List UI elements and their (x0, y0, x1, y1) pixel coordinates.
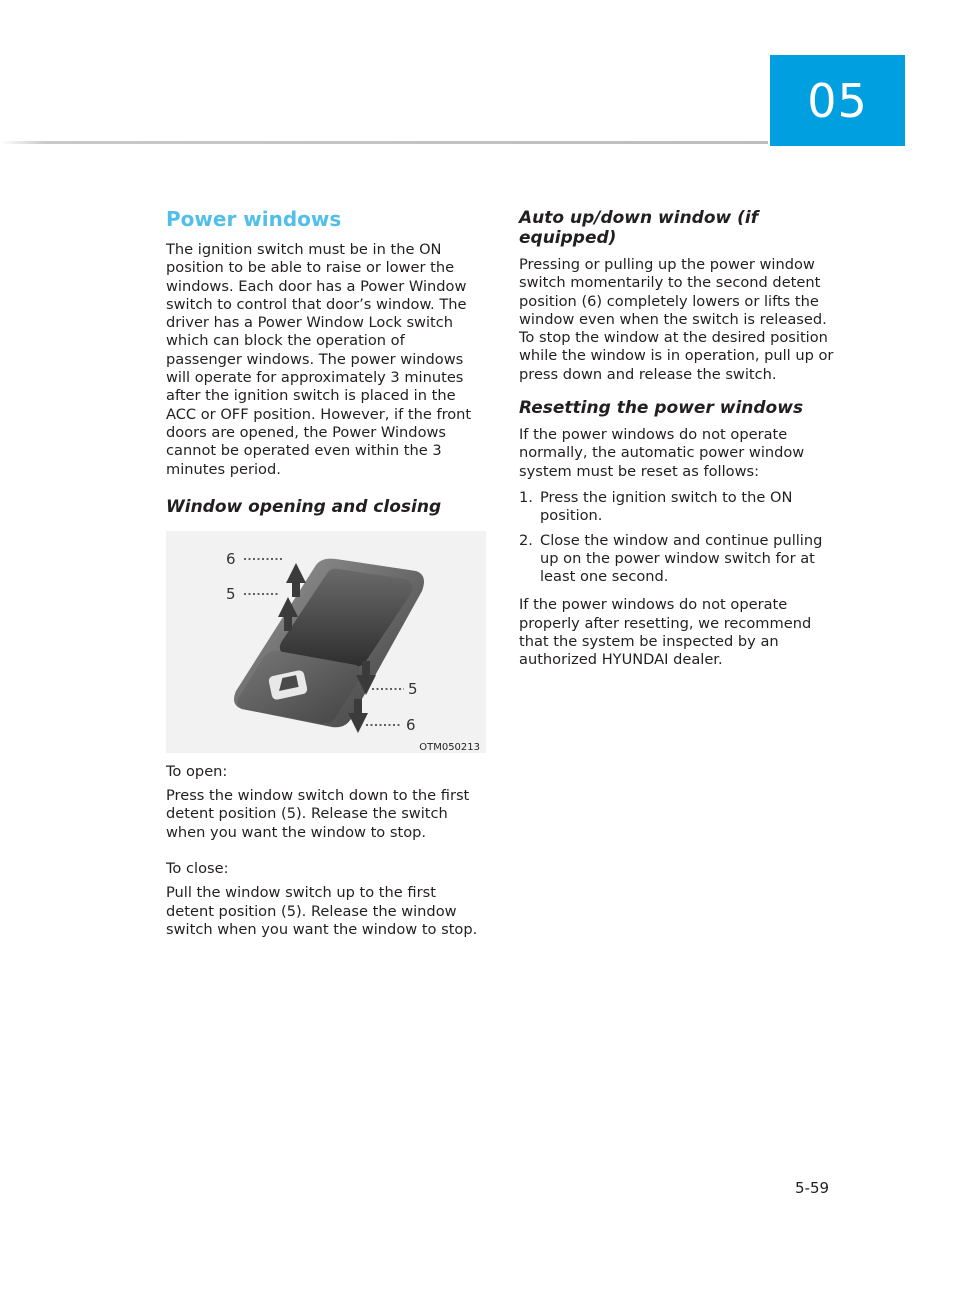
reset-step (519, 532, 837, 587)
reset-outro: If the power windows do not operate properly after resetting, we recommend that the system be inspected by an authorized HYUNDAI dealer. (519, 596, 812, 669)
step-text: Press the ignition switch to the ON position. (540, 488, 793, 525)
reset-steps (519, 489, 837, 586)
close-heading: To close: (166, 860, 229, 878)
step-number: 2. (519, 531, 533, 549)
label-up-5: 5 (226, 584, 236, 603)
intro-paragraph: The ignition switch must be in the ON position to be able to raise or lower the windows. Each door has a Power Window switch to control that door’s window. The driver has a Power Window Lock switch which can block the operation of passenger windows. The power windows will operate for approximately 3 minutes after the ignition switch is placed in the ACC or OFF position. However, if the front doors are opened, the Power Windows cannot be operated even within the 3 minutes period. (166, 241, 472, 478)
header-rule (0, 141, 768, 144)
right-column (519, 205, 837, 682)
step-number: 1. (519, 488, 533, 506)
chapter-number: 05 (807, 73, 868, 128)
auto-title: Auto up/down window (if equipped) (519, 208, 759, 248)
reset-intro: If the power windows do not operate normally, the automatic power window system must be reset as follows: (519, 426, 805, 480)
section-title: Power windows (166, 207, 342, 231)
open-heading: To open: (166, 762, 228, 780)
label-up-6: 6 (226, 549, 236, 568)
chapter-tab (770, 55, 905, 146)
window-switch-illustration (166, 531, 486, 753)
label-down-5: 5 (408, 679, 418, 698)
page-number: 5-59 (795, 1179, 830, 1197)
window-switch-figure (166, 531, 486, 753)
close-text: Pull the window switch up to the first detent position (5). Release the window switch when you want the window to stop. (166, 884, 478, 938)
step-text: Close the window and continue pulling up on the power window switch for at least one second. (540, 531, 823, 586)
reset-title: Resetting the power windows (519, 398, 804, 419)
reset-step (519, 489, 837, 526)
subsection-title: Window opening and closing (166, 496, 442, 517)
open-text: Press the window switch down to the first detent position (5). Release the switch when you want the window to stop. (166, 787, 470, 841)
left-column (166, 205, 484, 951)
auto-text: Pressing or pulling up the power window switch momentarily to the second detent position (6) completely lowers or lifts the window even when the switch is released. To stop the window at the desired position while the window is in operation, pull up or press down and release the switch. (519, 256, 834, 383)
label-down-6: 6 (406, 715, 416, 734)
figure-code: OTM050213 (419, 741, 480, 753)
